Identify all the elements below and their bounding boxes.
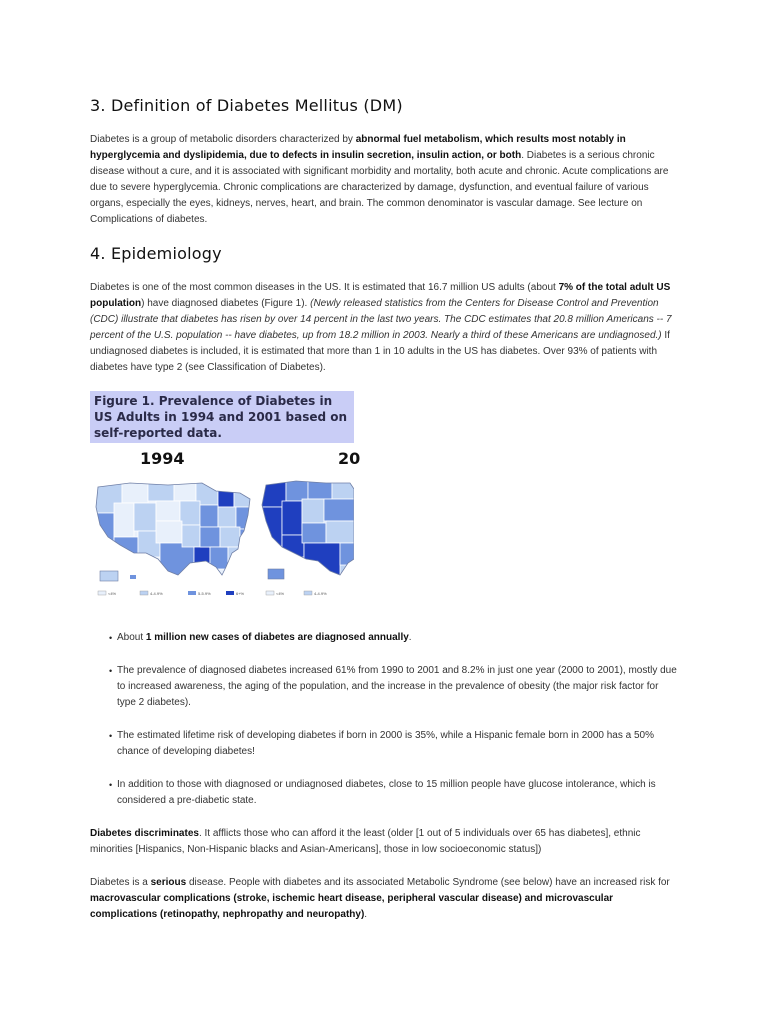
map-1994 [90,475,260,585]
bullet-item [109,630,678,646]
figure-1 [90,391,361,603]
bullet-1-text-bold: 1 million new cases of diabetes are diagnosed annually [145,632,409,643]
bullet-4-text: In addition to those with diagnosed or undiagnosed diabetes, close to 15 million people have glucose intolerance, which is considered a pre-diabetic state. [117,779,656,806]
figure-year-right: 20 [338,449,361,468]
serious-text-e: . [364,909,368,920]
discriminates-paragraph [90,826,678,858]
bullet-icon: • [109,731,113,741]
figure-year-left: 1994 [140,449,185,468]
bullet-item [109,728,678,760]
epi-text-c: ) have diagnosed diabetes (Figure 1). [141,298,311,309]
legend-1994-label-3: 5-5.9% [198,591,211,596]
serious-text-a: Diabetes is a [90,877,151,888]
epi-text-a: Diabetes is one of the most common diseases in the US. It is estimated that 16.7 million US adults (about [90,282,559,293]
legend-2001-label-2: 4-4.9% [314,591,327,596]
figure-title: Figure 1. Prevalence of Diabetes in US Adults in 1994 and 2001 based on self-reported data. [90,391,354,443]
epi-text-e: If undiagnosed diabetes is included, it is estimated that more than 1 in 10 adults in the US has diabetes. Over 93% of patients with diabetes have type 2 (see Classification of Diabetes). [90,330,670,373]
map-2001 [260,475,354,585]
bullet-3-text: The estimated lifetime risk of developing diabetes if born in 2000 is 35%, while a Hispanic female born in 2000 has a 50% chance of developing diabetes! [117,730,654,757]
epi-text-italic: (Newly released statistics from the Centers for Disease Control and Prevention (CDC) illustrate that diabetes has risen by over 14 percent in the last two years. The CDC estimates that 20.8 million Americans -- 7 percent of the U.S. population -- have diabetes, up from 18.2 million in 2003. Nearly a third of these Americans are undiagnosed.) [90,298,672,341]
serious-paragraph [90,875,678,923]
legend-2001 [266,591,327,596]
bullet-1-text-a: About [117,632,146,643]
discriminates-text-bold: Diabetes discriminates [90,828,199,839]
definition-paragraph [90,132,678,228]
definition-text-bold: abnormal fuel metabolism, which results most notably in hyperglycemia and dyslipidemia, due to defects in insulin secretion, insulin action, or both [90,134,626,161]
serious-text-c: disease. People with diabetes and its associated Metabolic Syndrome (see below) have an increased risk for [186,877,670,888]
legend-2001-label-1: <4% [276,591,285,596]
bullet-item [109,777,678,809]
section-heading-definition: 3. Definition of Diabetes Mellitus (DM) [90,96,403,115]
definition-text-c: . Diabetes is a serious chronic disease without a cure, and it is associated with significant morbidity and mortality, both acute and chronic. Acute complications are due to severe hyperglycemia. Chronic complications are characterized by damage, dysfunction, and eventual failure of various organs, especially the eyes, kidneys, nerves, heart, and brain. The common denominator is vascular damage. See lecture on Complications of diabetes. [90,150,669,225]
bullet-icon: • [109,666,113,676]
bullet-2-text: The prevalence of diagnosed diabetes increased 61% from 1990 to 2001 and 8.2% in just one year (2000 to 2001), mostly due to increased awareness, the aging of the population, and the increase in the prevalence of obesity (the major risk factor for type 2 diabetes). [117,665,677,708]
epidemiology-paragraph [90,280,678,376]
definition-text-a: Diabetes is a group of metabolic disorders characterized by [90,134,356,145]
bullet-icon: • [109,780,113,790]
prevalence-maps [90,475,354,603]
bullet-icon: • [109,633,113,643]
epi-text-bold: 7% of the total adult US population [90,282,671,309]
section-heading-epidemiology: 4. Epidemiology [90,244,222,263]
legend-1994-label-2: 4-4.9% [150,591,163,596]
legend-1994-label-4: 6+% [236,591,245,596]
legend-1994-label-1: <4% [108,591,117,596]
bullet-1-text-c: . [408,632,412,643]
discriminates-text: . It afflicts those who can afford it the least (older [1 out of 5 individuals over 65 has diabetes], ethnic minorities [Hispanics, Non-Hispanic blacks and Asian-Americans], those in low socioeconomic status]) [90,828,641,855]
bullet-item [109,663,678,711]
serious-text-bold: serious [150,877,187,888]
legend-1994 [98,591,245,596]
serious-text-complications: macrovascular complications (stroke, ischemic heart disease, peripheral vascular disease) and microvascular complications (retinopathy, nephropathy and neuropathy) [90,893,614,920]
